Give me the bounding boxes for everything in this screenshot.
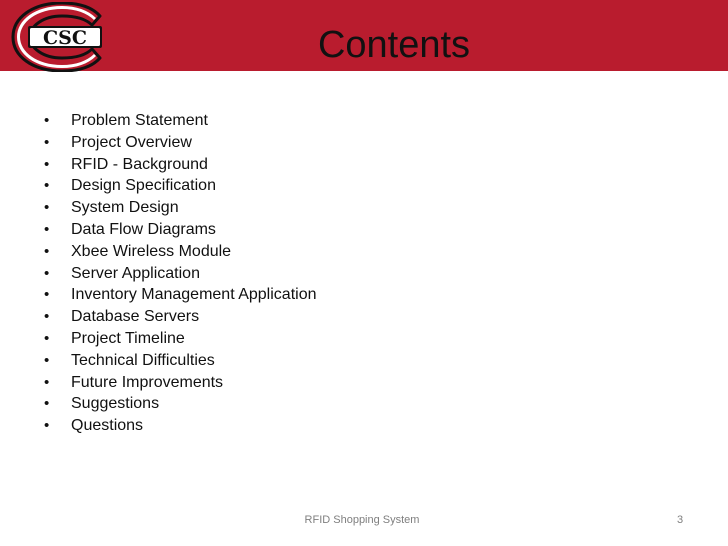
bullet-icon: • [44, 351, 50, 369]
bullet-icon: • [44, 286, 50, 304]
bullet-icon: • [44, 264, 50, 282]
bullet-icon: • [44, 133, 50, 151]
bullet-icon: • [44, 155, 50, 173]
list-item-label: Questions [71, 417, 144, 435]
list-item-label: Problem Statement [71, 112, 208, 129]
list-item-label: System Design [71, 199, 179, 217]
slide-number: 3 [676, 514, 684, 526]
list-item-label: Project Overview [71, 133, 192, 151]
bullet-icon: • [44, 329, 50, 347]
list-item-label: Xbee Wireless Module [71, 242, 232, 260]
bullet-icon: • [44, 112, 50, 129]
list-item-label: Data Flow Diagrams [71, 220, 216, 238]
bullet-icon: • [44, 199, 50, 217]
list-item-label: Project Timeline [71, 329, 185, 347]
list-item-label: Inventory Management Application [71, 286, 317, 304]
slide-title: Contents [317, 24, 471, 66]
bullet-icon: • [44, 395, 50, 413]
bullet-icon: • [44, 177, 50, 195]
list-item-label: Design Specification [71, 177, 216, 195]
footer-title: RFID Shopping System [304, 514, 420, 526]
svg-text:CSC: CSC [43, 27, 87, 49]
bullet-icon: • [44, 308, 50, 326]
list-item-label: RFID - Background [71, 155, 208, 173]
list-item-label: Technical Difficulties [71, 351, 215, 369]
list-item-label: Suggestions [71, 395, 160, 413]
bullet-icon: • [44, 373, 50, 391]
list-item-label: Database Servers [71, 308, 200, 326]
bullet-icon: • [44, 220, 50, 238]
bullet-icon: • [44, 417, 50, 435]
list-item-label: Future Improvements [71, 373, 224, 391]
list-item-label: Server Application [71, 264, 200, 282]
bullet-icon: • [44, 242, 50, 260]
